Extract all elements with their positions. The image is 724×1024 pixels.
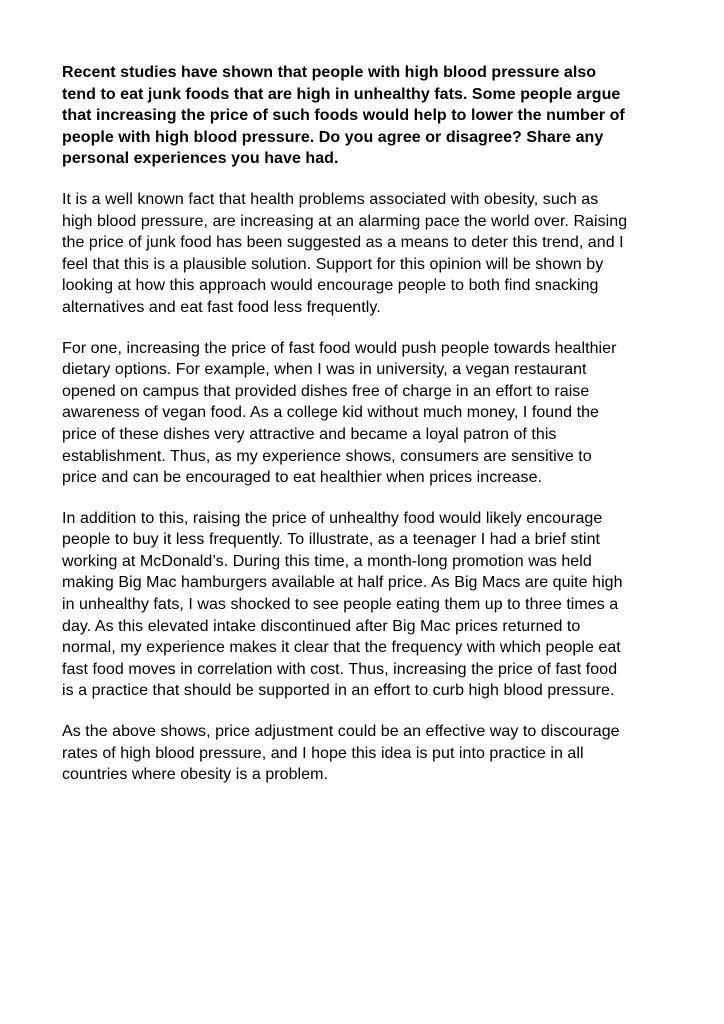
prompt-line: tend to eat junk foods that are high in unhealthy fats. Some people argue xyxy=(62,85,621,103)
paragraph-line: opened on campus that provided dishes free of charge in an effort to raise xyxy=(62,382,590,400)
paragraph-line: It is a well known fact that health problems associated with obesity, such as xyxy=(62,190,599,208)
prompt-line: people with high blood pressure. Do you agree or disagree? Share any xyxy=(62,128,604,146)
paragraph-line: For one, increasing the price of fast food would push people towards healthier xyxy=(62,339,617,357)
paragraph-line: the price of junk food has been suggested as a means to deter this trend, and I xyxy=(62,234,624,252)
paragraph-line: countries where obesity is a problem. xyxy=(62,766,328,784)
essay-paragraph-body-2 xyxy=(62,508,674,702)
essay-paragraph-introduction xyxy=(62,189,674,319)
paragraph-line: working at McDonald’s. During this time, a month-long promotion was held xyxy=(62,552,592,570)
prompt-line: personal experiences you have had. xyxy=(62,150,339,168)
paragraph-line: alternatives and eat fast food less frequently. xyxy=(62,298,381,316)
paragraph-line: feel that this is a plausible solution. Support for this opinion will be shown by xyxy=(62,255,604,273)
essay-prompt xyxy=(62,62,674,170)
paragraph-line: people to buy it less frequently. To illustrate, as a teenager I had a brief stint xyxy=(62,531,601,549)
paragraph-line: day. As this elevated intake discontinued after Big Mac prices returned to xyxy=(62,617,581,635)
prompt-line: Recent studies have shown that people with high blood pressure also xyxy=(62,64,597,81)
paragraph-line: awareness of vegan food. As a college kid without much money, I found the xyxy=(62,404,600,422)
essay-page xyxy=(62,62,674,805)
paragraph-line: is a practice that should be supported in an effort to curb high blood pressure. xyxy=(62,682,615,700)
paragraph-line: In addition to this, raising the price of unhealthy food would likely encourage xyxy=(62,509,603,527)
paragraph-line: in unhealthy fats, I was shocked to see people eating them up to three times a xyxy=(62,596,619,614)
paragraph-line: As the above shows, price adjustment could be an effective way to discourage xyxy=(62,723,620,741)
paragraph-line: price of these dishes very attractive and became a loyal patron of this xyxy=(62,425,557,443)
prompt-line: that increasing the price of such foods would help to lower the number of xyxy=(62,107,625,125)
paragraph-line: establishment. Thus, as my experience shows, consumers are sensitive to xyxy=(62,447,592,465)
paragraph-line: looking at how this approach would encourage people to both find snacking xyxy=(62,277,599,295)
essay-paragraph-conclusion xyxy=(62,721,674,786)
essay-paragraph-body-1 xyxy=(62,338,674,489)
paragraph-line: normal, my experience makes it clear that the frequency with which people eat xyxy=(62,639,621,657)
paragraph-line: price and can be encouraged to eat healthier when prices increase. xyxy=(62,469,543,487)
paragraph-line: high blood pressure, are increasing at an alarming pace the world over. Raising xyxy=(62,212,628,230)
paragraph-line: fast food moves in correlation with cost. Thus, increasing the price of fast food xyxy=(62,660,618,678)
paragraph-line: rates of high blood pressure, and I hope this idea is put into practice in all xyxy=(62,744,584,762)
paragraph-line: dietary options. For example, when I was in university, a vegan restaurant xyxy=(62,361,587,379)
paragraph-line: making Big Mac hamburgers available at half price. As Big Macs are quite high xyxy=(62,574,623,592)
